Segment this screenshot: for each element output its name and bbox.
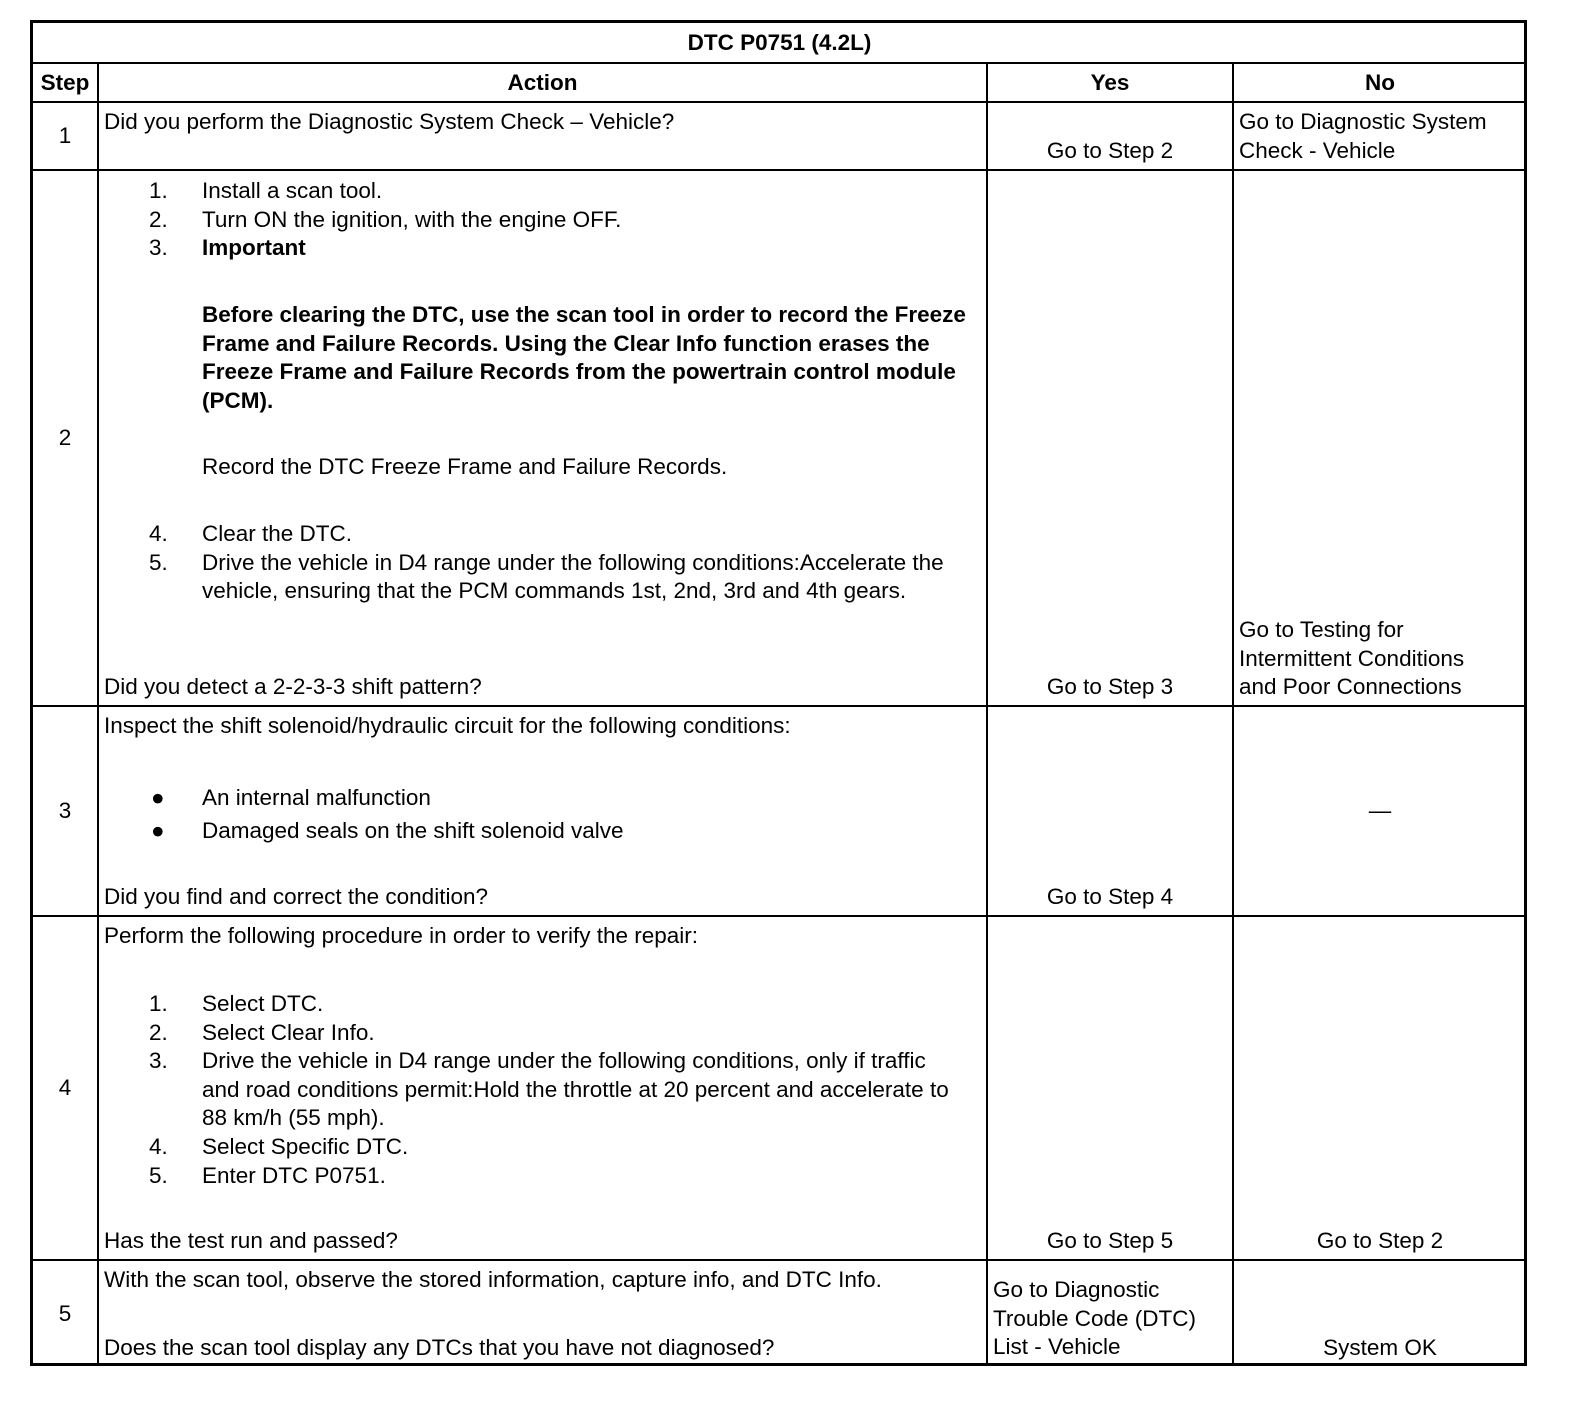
- table-row-1-action: [99, 103, 988, 171]
- yes-link[interactable]: Go to Step 4: [1046, 884, 1174, 910]
- no-line: Check - Vehicle: [1239, 137, 1396, 163]
- list-text: Drive the vehicle in D4 range under the following conditions, only if traffic and road conditions permit:Hold the throttle at 20 percent and accelerate to 88 km/h (55 mph).: [202, 1048, 949, 1131]
- list-item: [99, 990, 986, 1019]
- table-row-5-yes: [988, 1261, 1234, 1366]
- list-text: Install a scan tool.: [202, 178, 383, 203]
- important-label: Important: [202, 235, 306, 261]
- list-text: Turn ON the ignition, with the engine OFF.: [202, 206, 622, 232]
- bullet-icon: ●: [151, 785, 165, 810]
- header-action: [99, 64, 988, 103]
- list-number: 5.: [149, 549, 168, 575]
- table-row-3-no: [1234, 707, 1526, 917]
- yes-line: Go to Diagnostic: [993, 1277, 1160, 1302]
- bullet-item: [99, 817, 986, 846]
- dtc-table: [30, 20, 1527, 1366]
- yes-line: Trouble Code (DTC): [993, 1305, 1196, 1331]
- no-link[interactable]: Go to Step 2: [1316, 1228, 1444, 1254]
- table-row-4-action: [99, 917, 988, 1261]
- bullet-text: An internal malfunction: [202, 785, 431, 810]
- list-text: Select DTC.: [202, 991, 324, 1016]
- list-number: 2.: [149, 206, 168, 232]
- yes-link[interactable]: [993, 1276, 1227, 1362]
- list-item: [99, 1162, 986, 1191]
- action-intro: With the scan tool, observe the stored information, capture info, and DTC Info.: [104, 1267, 882, 1292]
- header-no-label: No: [1365, 69, 1395, 95]
- action-intro: Perform the following procedure in order to verify the repair:: [104, 923, 699, 948]
- table-row-2-yes: [988, 171, 1234, 707]
- bullet-item: [99, 784, 986, 813]
- table-row-1-yes: [988, 103, 1234, 171]
- step-number: 2: [58, 425, 72, 450]
- list-item: [99, 1019, 986, 1048]
- list-item: [99, 234, 986, 263]
- bullet-icon: ●: [151, 818, 165, 843]
- list-number: 5.: [149, 1162, 168, 1188]
- list-text: Drive the vehicle in D4 range under the following conditions:Accelerate the vehicle, ensuring that the PCM commands 1st, 2nd, 3rd and 4th gears.: [202, 549, 944, 604]
- table-row-1-no: [1234, 103, 1526, 171]
- list-number: 1.: [149, 178, 168, 203]
- no-line: and Poor Connections: [1239, 674, 1462, 700]
- table-row-2-no: [1234, 171, 1526, 707]
- no-line: Intermittent Conditions: [1239, 645, 1465, 671]
- list-number: 3.: [149, 1048, 168, 1074]
- no-link[interactable]: [1239, 616, 1521, 702]
- list-text: Select Clear Info.: [202, 1019, 375, 1045]
- table-title-cell: [33, 23, 1526, 64]
- step-number: 5: [58, 1300, 72, 1326]
- list-text: Enter DTC P0751.: [202, 1162, 386, 1188]
- list-number: 2.: [149, 1019, 168, 1045]
- header-action-label: Action: [507, 69, 578, 95]
- important-note: Before clearing the DTC, use the scan tool in order to record the Freeze Frame and Failure Records. Using the Clear Info function erases the Freeze Frame and Failure Records from the powertrain control module (PCM).: [202, 302, 966, 413]
- action-question: Did you find and correct the condition?: [104, 884, 488, 910]
- no-line: Go to Diagnostic System: [1239, 109, 1487, 134]
- table-row-4-no: [1234, 917, 1526, 1261]
- step-number: 3: [58, 798, 72, 823]
- table-row-2-action: [99, 171, 988, 707]
- list-number: 3.: [149, 235, 168, 261]
- action-question: Has the test run and passed?: [104, 1228, 398, 1254]
- table-row-4-yes: [988, 917, 1234, 1261]
- list-text: Clear the DTC.: [202, 521, 353, 546]
- table-row-1-step: [33, 103, 99, 171]
- table-row-3-action: [99, 707, 988, 917]
- no-line: Go to Testing for: [1239, 617, 1404, 643]
- yes-line: List - Vehicle: [993, 1334, 1121, 1360]
- header-yes-label: Yes: [1090, 69, 1130, 95]
- action-question: Does the scan tool display any DTCs that you have not diagnosed?: [104, 1335, 775, 1361]
- table-row-5-step: [33, 1261, 99, 1366]
- step-number: 4: [58, 1075, 72, 1100]
- list-item: [99, 1133, 986, 1162]
- action-question: Did you detect a 2-2-3-3 shift pattern?: [104, 674, 482, 700]
- list-item: [99, 206, 986, 235]
- table-row-3-step: [33, 707, 99, 917]
- action-text: Did you perform the Diagnostic System Check – Vehicle?: [104, 109, 675, 134]
- table-row-2-step: [33, 171, 99, 707]
- header-yes: [988, 64, 1234, 103]
- record-instruction: Record the DTC Freeze Frame and Failure Records.: [202, 454, 728, 479]
- step-number: 1: [58, 123, 72, 148]
- table-title: DTC P0751 (4.2L): [687, 29, 872, 55]
- table-row-5-action: [99, 1261, 988, 1366]
- header-step: [33, 64, 99, 103]
- table-row-3-yes: [988, 707, 1234, 917]
- yes-link[interactable]: Go to Step 2: [1046, 138, 1174, 164]
- no-dash: —: [1368, 798, 1392, 823]
- list-text: Select Specific DTC.: [202, 1134, 409, 1159]
- list-item: [99, 520, 986, 549]
- list-number: 1.: [149, 991, 168, 1016]
- no-result: System OK: [1323, 1335, 1437, 1361]
- list-item: [99, 177, 986, 206]
- yes-link[interactable]: Go to Step 3: [1046, 674, 1174, 700]
- header-no: [1234, 64, 1526, 103]
- table-row-4-step: [33, 917, 99, 1261]
- action-intro: Inspect the shift solenoid/hydraulic circuit for the following conditions:: [104, 713, 791, 738]
- yes-link[interactable]: Go to Step 5: [1046, 1228, 1174, 1254]
- header-step-label: Step: [40, 69, 90, 95]
- table-row-5-no: [1234, 1261, 1526, 1366]
- no-link[interactable]: [1239, 108, 1521, 165]
- bullet-text: Damaged seals on the shift solenoid valve: [202, 818, 624, 843]
- list-number: 4.: [149, 1134, 168, 1159]
- list-number: 4.: [149, 521, 168, 546]
